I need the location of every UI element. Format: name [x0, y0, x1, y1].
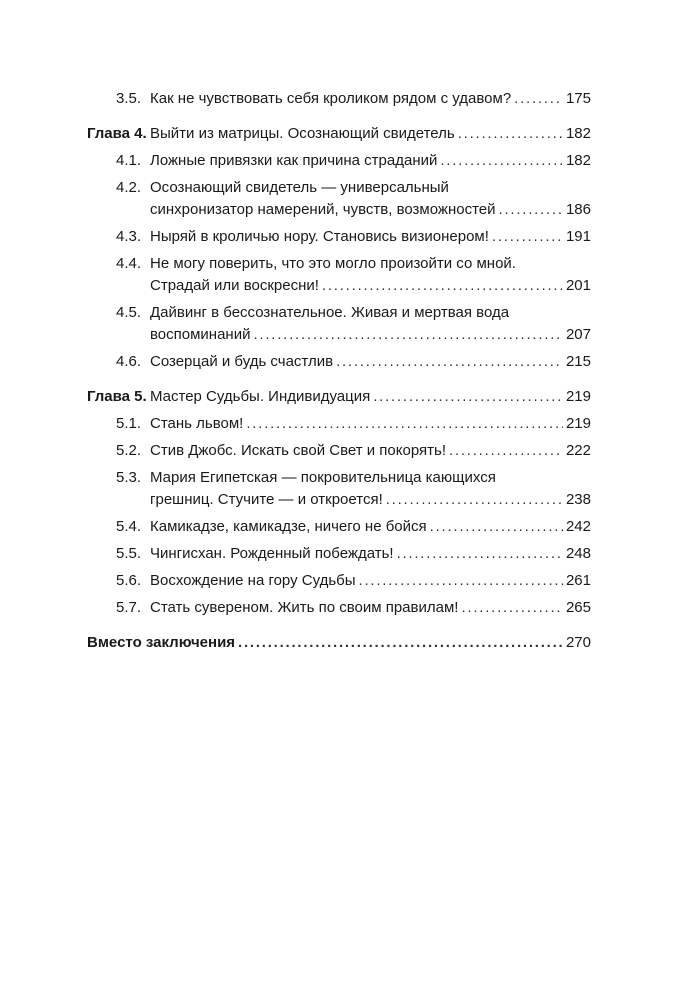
entry-title: Созерцай и будь счастлив	[150, 353, 334, 370]
dot-leader	[386, 489, 563, 511]
entry-title: Восхождение на гору Судьбы	[150, 572, 356, 589]
entry-number: 5.4.	[116, 518, 142, 535]
dot-leader	[461, 597, 563, 619]
toc-section-entry	[87, 150, 591, 172]
entry-number: 5.5.	[116, 545, 142, 562]
entry-title: Стив Джобс. Искать свой Свет и покорять!	[150, 442, 446, 459]
entry-title: Мастер Судьбы. Индивидуация	[150, 388, 371, 405]
page-number: 191	[565, 228, 591, 245]
dot-leader	[322, 275, 563, 297]
toc-section-entry	[87, 516, 591, 538]
entry-title: Камикадзе, камикадзе, ничего не бойся	[150, 518, 427, 535]
page-number: 248	[565, 545, 591, 562]
toc-section-entry	[87, 226, 591, 248]
page-number: 182	[565, 125, 591, 142]
dot-leader	[449, 440, 563, 462]
entry-title: Как не чувствовать себя кроликом рядом с удавом?	[150, 90, 512, 107]
dot-leader	[238, 632, 563, 654]
entry-title: Выйти из матрицы. Осознающий свидетель	[150, 125, 455, 142]
entry-title-line: Дайвинг в бессознательное. Живая и мертвая вода	[150, 304, 510, 321]
entry-number: 4.3.	[116, 228, 142, 245]
entry-title: Стать сувереном. Жить по своим правилам!	[150, 599, 459, 616]
dot-leader	[359, 570, 563, 592]
dot-leader	[514, 88, 563, 110]
toc-section-entry	[87, 177, 591, 221]
toc-section-entry	[87, 413, 591, 435]
dot-leader	[430, 516, 563, 538]
page-number: 270	[565, 634, 591, 651]
entry-title: Чингисхан. Рожденный побеждать!	[150, 545, 394, 562]
entry-number: Глава 5.	[87, 388, 147, 405]
page-number: 265	[565, 599, 591, 616]
entry-title: Страдай или воскресни!	[150, 277, 319, 294]
dot-leader	[499, 199, 563, 221]
page-number: 175	[565, 90, 591, 107]
entry-title: Ныряй в кроличью нору. Становись визионером!	[150, 228, 489, 245]
page-number: 219	[565, 415, 591, 432]
entry-number: 5.1.	[116, 415, 142, 432]
entry-number: 4.2.	[116, 179, 142, 196]
entry-title: синхронизатор намерений, чувств, возможностей	[150, 201, 496, 218]
page-number: 201	[565, 277, 591, 294]
entry-title: Ложные привязки как причина страданий	[150, 152, 438, 169]
toc-section-entry	[87, 440, 591, 462]
page-number: 261	[565, 572, 591, 589]
toc-section-entry	[87, 543, 591, 565]
page-number: 182	[565, 152, 591, 169]
toc-section-entry	[87, 597, 591, 619]
entry-number: 4.1.	[116, 152, 142, 169]
toc-conclusion-entry	[87, 632, 591, 654]
page-number: 215	[565, 353, 591, 370]
entry-number: 5.2.	[116, 442, 142, 459]
entry-title: Стань львом!	[150, 415, 244, 432]
toc-section-entry	[87, 351, 591, 373]
entry-title-line: Не могу поверить, что это могло произойти со мной.	[150, 255, 516, 272]
toc-section-entry	[87, 467, 591, 511]
toc-section-entry	[87, 570, 591, 592]
toc-section-entry	[87, 88, 591, 110]
entry-title-line: Осознающий свидетель — универсальный	[150, 179, 449, 196]
toc-section-entry	[87, 253, 591, 297]
page-number: 242	[565, 518, 591, 535]
entry-number: 5.3.	[116, 469, 142, 486]
entry-number: Глава 4.	[87, 125, 147, 142]
toc-chapter-entry	[87, 386, 591, 408]
entry-title: воспоминаний	[150, 326, 251, 343]
dot-leader	[336, 351, 563, 373]
dot-leader	[373, 386, 563, 408]
dot-leader	[397, 543, 563, 565]
dot-leader	[253, 324, 563, 346]
toc-section-entry	[87, 302, 591, 346]
page-number: 186	[565, 201, 591, 218]
entry-number: 4.5.	[116, 304, 142, 321]
page-number: 222	[565, 442, 591, 459]
entry-number: 5.6.	[116, 572, 142, 589]
entry-number: 3.5.	[116, 90, 142, 107]
page-number: 238	[565, 491, 591, 508]
page-number: 219	[565, 388, 591, 405]
dot-leader	[440, 150, 563, 172]
table-of-contents	[87, 88, 591, 654]
entry-title-line: Мария Египетская — покровительница кающихся	[150, 469, 496, 486]
page-number: 207	[565, 326, 591, 343]
entry-number: 5.7.	[116, 599, 142, 616]
entry-number: 4.4.	[116, 255, 142, 272]
dot-leader	[246, 413, 563, 435]
entry-title: грешниц. Стучите — и откроется!	[150, 491, 383, 508]
dot-leader	[458, 123, 563, 145]
dot-leader	[492, 226, 563, 248]
toc-chapter-entry	[87, 123, 591, 145]
entry-title: Вместо заключения	[87, 634, 236, 651]
entry-number: 4.6.	[116, 353, 142, 370]
